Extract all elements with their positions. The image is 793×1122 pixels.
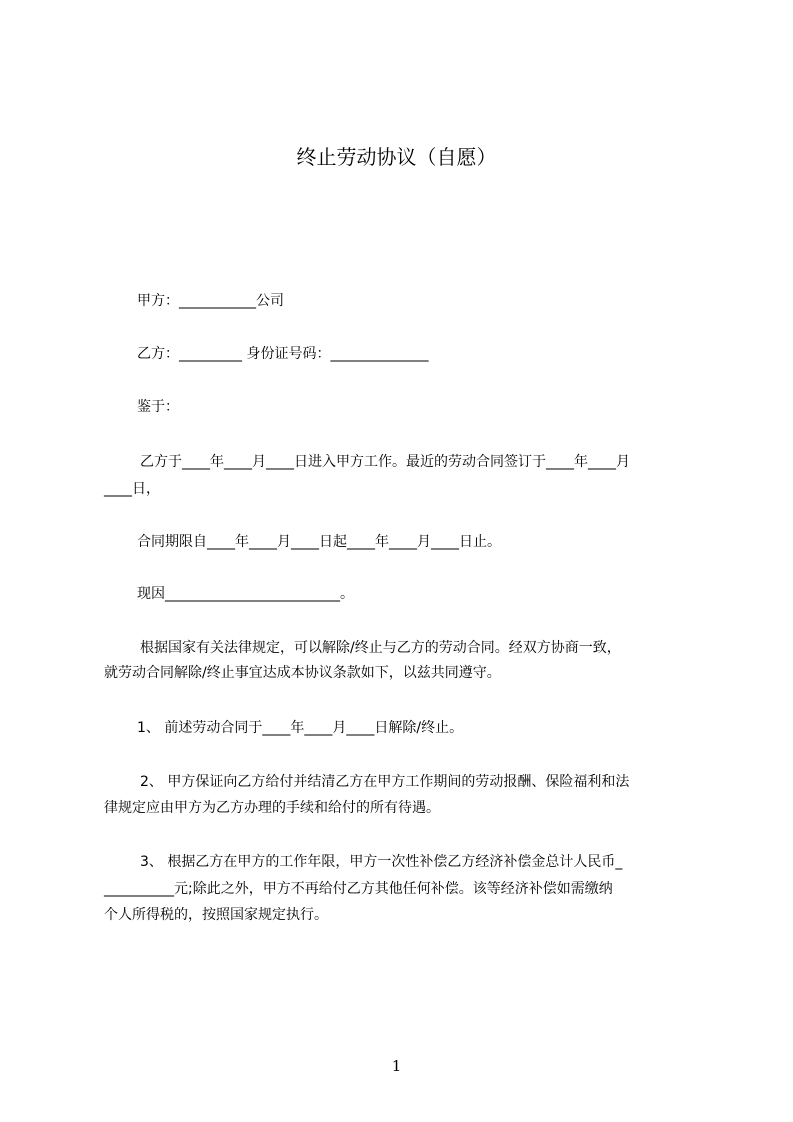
whereas-heading: 鉴于： (137, 399, 179, 415)
page-number: 1 (391, 1057, 402, 1075)
clause-3-line-1: 3、 根据乙方在甲方的工作年限，甲方一次性补偿乙方经济补偿金总计人民币_ (140, 854, 623, 870)
employment-date-line-2: ____日， (104, 481, 160, 497)
clause-2-line-2: 律规定应由甲方为乙方办理的手续和给付的所有待遇。 (104, 800, 440, 816)
clause-1: 1、 前述劳动合同于____年____月____日解除/终止。 (137, 720, 464, 736)
contract-period-line: 合同期限自____年____月____日起____年____月____日止。 (137, 534, 501, 550)
clause-2-line-1: 2、 甲方保证向乙方给付并结清乙方在甲方工作期间的劳动报酬、保险福利和法 (140, 774, 630, 790)
reason-line: 现因_________________________。 (137, 586, 354, 602)
document-title: 终止劳动协议（自愿） (296, 145, 497, 169)
legal-basis-line-2: 就劳动合同解除/终止事宜达成本协议条款如下，以兹共同遵守。 (104, 665, 501, 681)
party-b-line: 乙方：_________ 身份证号码：______________ (137, 346, 429, 362)
clause-3-line-3: 个人所得税的，按照国家规定执行。 (104, 907, 328, 923)
employment-date-line-1: 乙方于____年____月____日进入甲方工作。最近的劳动合同签订于____年____月 (140, 454, 630, 470)
legal-basis-line-1: 根据国家有关法律规定，可以解除/终止与乙方的劳动合同。经双方协商一致， (140, 640, 621, 656)
party-a-line: 甲方：___________公司 (137, 293, 284, 309)
clause-3-line-2: __________元;除此之外，甲方不再给付乙方其他任何补偿。该等经济补偿如需缴纳 (104, 881, 613, 897)
